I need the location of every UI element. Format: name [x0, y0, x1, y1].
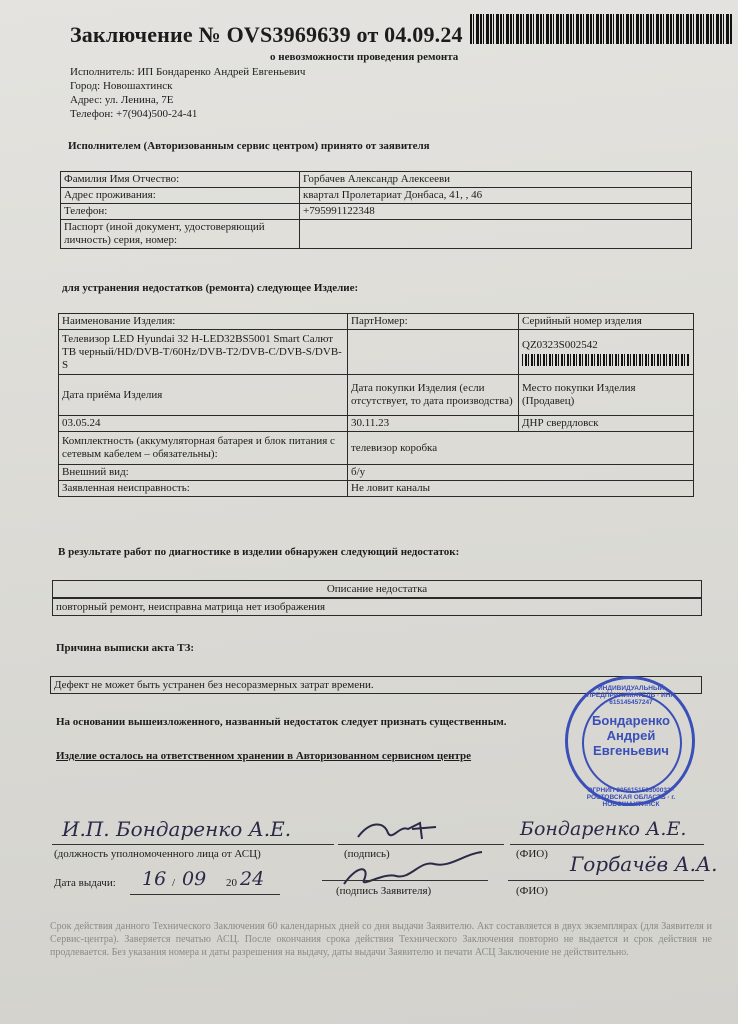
- product-part-header: ПартНомер:: [348, 314, 519, 330]
- barcode: [470, 14, 732, 44]
- storage-text: Изделие осталось на ответственном хранении в Авторизованном сервисном центре: [56, 750, 472, 762]
- fio-caption: (ФИО): [516, 848, 548, 860]
- table-row: [61, 172, 692, 188]
- executor-address: Адрес: ул. Ленина, 7Е: [70, 94, 174, 106]
- kit-value: телевизор коробка: [348, 432, 694, 465]
- applicant-fio-line: [508, 880, 704, 881]
- product-table: [58, 313, 694, 497]
- diagnostics-heading: В результате работ по диагностике в изделии обнаружен следующий недостаток:: [58, 546, 460, 558]
- kit-label: Комплектность (аккумуляторная батарея и блок питания с сетевым кабелем – обязательны):: [59, 432, 348, 465]
- table-row: [61, 204, 692, 220]
- executor-name: Исполнитель: ИП Бондаренко Андрей Евгеньевич: [70, 66, 306, 78]
- serial-barcode: [522, 354, 690, 366]
- product-part-value: [348, 330, 519, 375]
- date-received-value: 03.05.24: [59, 416, 348, 432]
- document-title: Заключение № OVS3969639 от 04.09.24: [70, 22, 463, 47]
- table-row: [61, 188, 692, 204]
- issue-date-sep: /: [172, 877, 176, 889]
- issue-date-year-prefix: 20: [226, 877, 237, 889]
- fio-line: [510, 844, 704, 845]
- defect-description-header: Описание недостатка: [52, 580, 702, 598]
- declared-defect-label: Заявленная неисправность:: [59, 481, 348, 497]
- issue-date-day: 16: [142, 868, 167, 890]
- stamp-name: Бондаренко Андрей Евгеньевич: [592, 713, 670, 758]
- stamp-ring-top-text: ИНДИВИДУАЛЬНЫЙ ПРЕДПРИНИМАТЕЛЬ · ИНН 615145457247: [586, 685, 676, 706]
- date-bought-value: 30.11.23: [348, 416, 519, 432]
- appearance-value: б/у: [348, 465, 694, 481]
- table-row: [59, 330, 694, 375]
- fio-handwritten: Бондаренко А.Е.: [520, 818, 687, 840]
- product-serial-header: Серийный номер изделия: [519, 314, 694, 330]
- position-handwritten: И.П. Бондаренко А.Е.: [62, 817, 292, 841]
- appearance-label: Внешний вид:: [59, 465, 348, 481]
- table-row: [59, 465, 694, 481]
- table-row: [59, 416, 694, 432]
- applicant-fio-handwritten: Горбачёв А.А.: [570, 852, 718, 876]
- defect-description-value: повторный ремонт, неисправна матрица нет изображения: [52, 598, 702, 616]
- stamp-ring-bottom-text: ОГРНИП 305615153300033 · РОСТОВСКАЯ ОБЛАСТЬ · г. НОВОШАХТИНСК: [586, 787, 676, 808]
- applicant-phone-value: +795991122348: [300, 204, 692, 220]
- purchase-place-value: ДНР свердловск: [519, 416, 694, 432]
- position-caption: (должность уполномоченного лица от АСЦ): [54, 848, 261, 860]
- position-line: [52, 844, 334, 845]
- applicant-phone-label: Телефон:: [61, 204, 300, 220]
- document-subtitle: о невозможности проведения ремонта: [270, 51, 459, 63]
- reason-heading: Причина выписки акта ТЗ:: [56, 642, 195, 654]
- date-bought-header: Дата покупки Изделия (если отсутствует, то дата производства): [348, 375, 519, 416]
- conclusion-text: На основании вышеизложенного, названный недостаток следует признать существенным.: [56, 716, 507, 728]
- table-row: [59, 375, 694, 416]
- applicant-address-value: квартал Пролетариат Донбаса, 41, , 46: [300, 188, 692, 204]
- executor-phone: Телефон: +7(904)500-24-41: [70, 108, 198, 120]
- table-row: [59, 432, 694, 465]
- date-received-header: Дата приёма Изделия: [59, 375, 348, 416]
- product-name-header: Наименование Изделия:: [59, 314, 348, 330]
- applicant-address-label: Адрес проживания:: [61, 188, 300, 204]
- company-stamp: [565, 676, 695, 806]
- purchase-place-header: Место покупки Изделия (Продавец): [519, 375, 694, 416]
- declared-defect-value: Не ловит каналы: [348, 481, 694, 497]
- official-signature: [350, 815, 450, 845]
- applicant-table: [60, 171, 692, 249]
- issue-date-month: 09: [182, 868, 207, 890]
- signature-line: [338, 844, 504, 845]
- issue-date-label: Дата выдачи:: [54, 877, 116, 889]
- product-heading: для устранения недостатков (ремонта) следующее Изделие:: [62, 282, 359, 294]
- applicant-passport-label: Паспорт (иной документ, удостоверяющий личность) серия, номер:: [61, 220, 300, 249]
- table-row: [59, 314, 694, 330]
- table-row: [61, 220, 692, 249]
- applicant-passport-value: [300, 220, 692, 249]
- product-serial-value: QZ0323S002542: [522, 338, 598, 351]
- applicant-signature-caption: (подпись Заявителя): [336, 885, 432, 897]
- applicant-name-value: Горбачев Александр Алексееви: [300, 172, 692, 188]
- applicant-name-label: Фамилия Имя Отчество:: [61, 172, 300, 188]
- executor-city: Город: Новошахтинск: [70, 80, 173, 92]
- issue-date-line: [130, 894, 280, 895]
- applicant-signature-line: [322, 880, 488, 881]
- issue-date-year: 24: [240, 868, 265, 890]
- table-row: [59, 481, 694, 497]
- footer-note: Срок действия данного Технического Заключения 60 календарных дней со дня выдачи Заявителю. Акт составляется в двух экземплярах (для Заявителя и Сервис-центра). Заверяется печатью АСЦ. После окончания срока действия Технического Заключения повторно не выдается и срок действия не продлевается. Без указания номера и даты разрешения на выдачу, даты выдачи Заявителю и печати АСЦ Заключение не действительно.: [50, 921, 712, 958]
- reason-value: Дефект не может быть устранен без несоразмерных затрат времени.: [50, 676, 702, 694]
- accepted-heading: Исполнителем (Авторизованным сервис центром) принято от заявителя: [68, 140, 430, 152]
- signature-caption: (подпись): [344, 848, 390, 860]
- product-serial-cell: [519, 330, 694, 375]
- applicant-fio-caption: (ФИО): [516, 885, 548, 897]
- product-name-value: Телевизор LED Hyundai 32 H-LED32BS5001 Smart Салют ТВ черный/HD/DVB-T/60Hz/DVB-T2/DVB-C/DVB-S/DVB-S: [59, 330, 348, 375]
